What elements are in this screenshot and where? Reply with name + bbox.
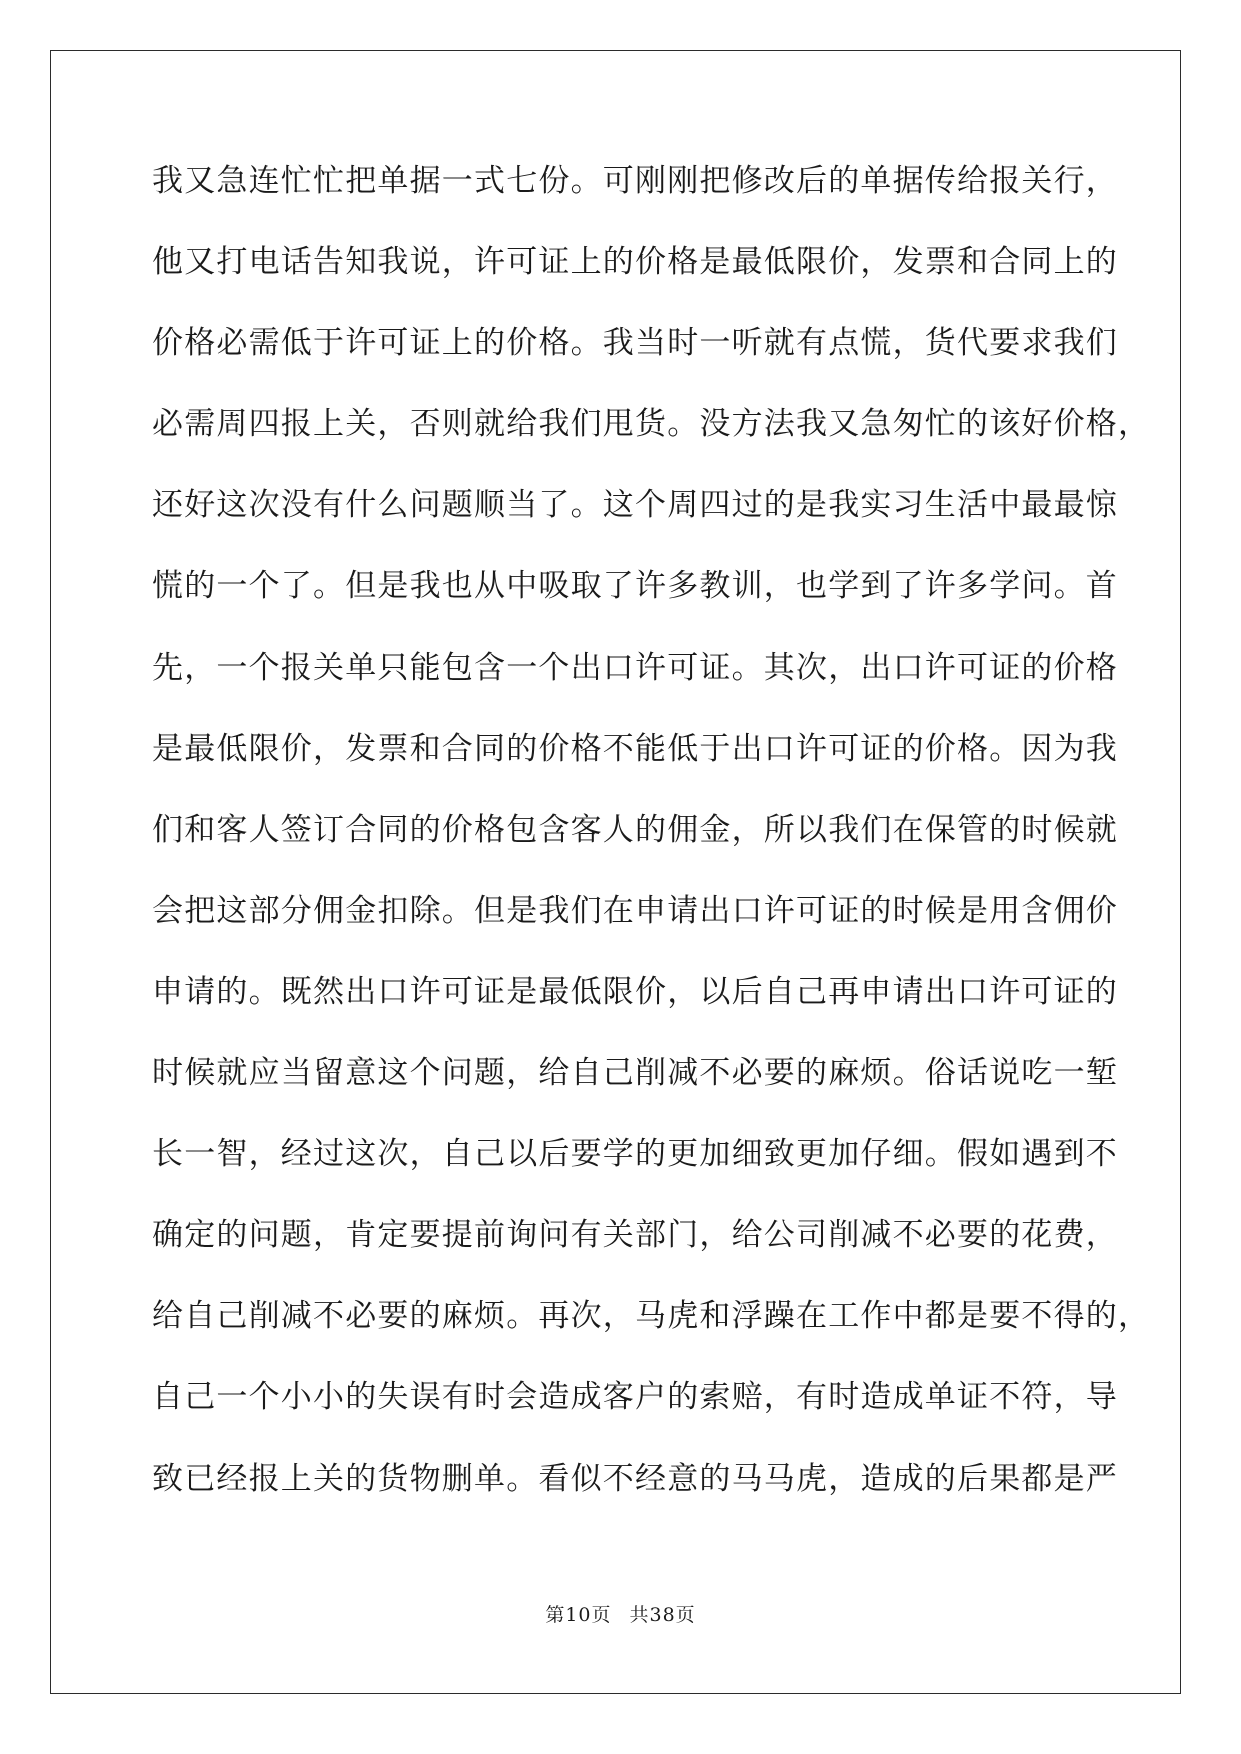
text-line: 价格必需低于许可证上的价格。我当时一听就有点慌，货代要求我们: [152, 325, 1118, 362]
text-line: 致已经报上关的货物删单。看似不经意的马马虎，造成的后果都是严: [152, 1460, 1118, 1497]
total-pages: 共38页: [629, 1604, 696, 1626]
text-line: 先，一个报关单只能包含一个出口许可证。其次，出口许可证的价格: [152, 649, 1118, 686]
text-line: 时候就应当留意这个问题，给自己削减不必要的麻烦。俗话说吃一堑: [152, 1055, 1118, 1092]
page-number: 第10页: [545, 1604, 612, 1626]
text-line: 我又急连忙忙把单据一式七份。可刚刚把修改后的单据传给报关行，: [152, 163, 1118, 199]
text-line: 还好这次没有什么问题顺当了。这个周四过的是我实习生活中最最惊: [152, 487, 1118, 524]
text-line: 是最低限价，发票和合同的价格不能低于出口许可证的价格。因为我: [152, 730, 1118, 767]
text-line: 给自己削减不必要的麻烦。再次，马虎和浮躁在工作中都是要不得的，: [152, 1298, 1151, 1335]
page-footer: [0, 1603, 1241, 1627]
text-line: 自己一个小小的失误有时会造成客户的索赔，有时造成单证不符，导: [152, 1379, 1118, 1416]
text-line: 他又打电话告知我说，许可证上的价格是最低限价，发票和合同上的: [152, 244, 1118, 281]
text-line: 会把这部分佣金扣除。但是我们在申请出口许可证的时候是用含佣价: [152, 892, 1118, 929]
text-line: 申请的。既然出口许可证是最低限价，以后自己再申请出口许可证的: [152, 973, 1118, 1010]
text-line: 们和客人签订合同的价格包含客人的佣金，所以我们在保管的时候就: [152, 811, 1118, 848]
text-line: 必需周四报上关，否则就给我们甩货。没方法我又急匆忙的该好价格，: [152, 406, 1151, 443]
body-text: [152, 163, 1151, 1542]
text-line: 确定的问题，肯定要提前询问有关部门，给公司削减不必要的花费，: [152, 1217, 1118, 1254]
text-line: 慌的一个了。但是我也从中吸取了许多教训，也学到了许多学问。首: [152, 568, 1118, 605]
text-line: 长一智，经过这次，自己以后要学的更加细致更加仔细。假如遇到不: [152, 1136, 1118, 1173]
